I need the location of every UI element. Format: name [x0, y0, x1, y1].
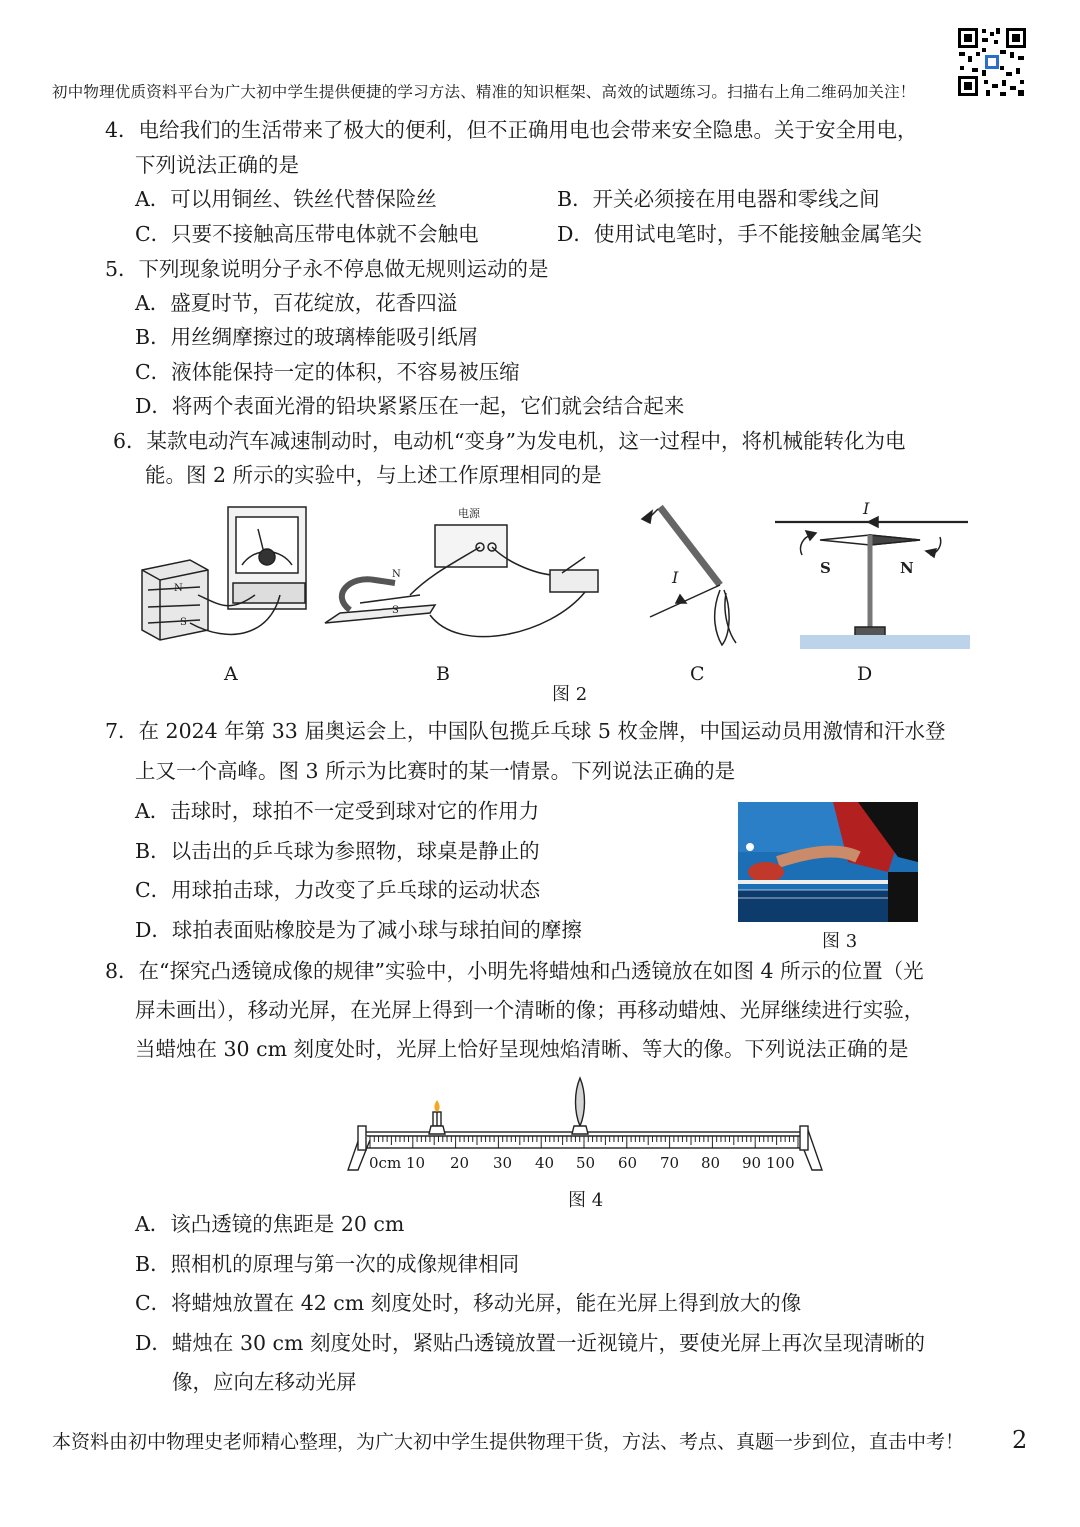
q4-option-c[interactable]: C．只要不接触高压带电体就不会触电: [135, 222, 479, 246]
ruler-label-90: 90: [742, 1154, 762, 1172]
q5-stem: 5．下列现象说明分子永不停息做无规则运动的是: [105, 257, 549, 281]
q8-stem-line2: 屏未画出），移动光屏，在光屏上得到一个清晰的像；再移动蜡烛、光屏继续进行实验，: [135, 998, 925, 1022]
fig2-b-north-label: N: [392, 569, 401, 580]
fig2-label-b: B: [436, 663, 450, 685]
fig2-a-south-label: S: [180, 617, 187, 628]
ruler-label-60: 60: [618, 1154, 638, 1172]
fig2-a-north-label: N: [174, 583, 183, 594]
figure-3-photo: [738, 802, 918, 922]
fig3-caption: 图 3: [822, 931, 858, 952]
q7-option-d[interactable]: D．球拍表面贴橡胶是为了减小球与球拍间的摩擦: [135, 918, 582, 942]
q5-option-b[interactable]: B．用丝绸摩擦过的玻璃棒能吸引纸屑: [135, 325, 479, 349]
footer-text: 本资料由初中物理史老师精心整理，为广大初中学生提供物理干货，方法、考点、真题一步到位，直击中考！: [52, 1431, 965, 1453]
fig2-label-a: A: [224, 663, 238, 685]
q4-option-b[interactable]: B．开关必须接在用电器和零线之间: [557, 187, 880, 211]
q5-option-d[interactable]: D．将两个表面光滑的铅块紧紧压在一起，它们就会结合起来: [135, 394, 685, 418]
q5-option-c[interactable]: C．液体能保持一定的体积，不容易被压缩: [135, 360, 520, 384]
q7-option-b[interactable]: B．以击出的乒乓球为参照物，球桌是静止的: [135, 839, 540, 863]
ruler-labels: [364, 1154, 824, 1174]
fig2-b-south-label: S: [392, 605, 399, 616]
q8-option-a[interactable]: A．该凸透镜的焦距是 20 cm: [135, 1212, 405, 1236]
q8-option-b[interactable]: B．照相机的原理与第一次的成像规律相同: [135, 1252, 520, 1276]
fig2-power-label: 电源: [458, 507, 480, 520]
fig2-d-current-label: I: [863, 499, 870, 518]
fig2-panel-c-drawing: [642, 507, 736, 645]
fig2-d-south-label: S: [820, 559, 831, 577]
ruler-label-10: 10: [406, 1154, 426, 1172]
ruler-label-100: 100: [766, 1154, 795, 1172]
q7-stem-line1: 7．在 2024 年第 33 届奥运会上，中国队包揽乒乓球 5 枚金牌，中国运动员用激情和汗水登: [105, 719, 946, 743]
fig2-label-c: C: [690, 663, 705, 685]
q4-stem-line1: 4．电给我们的生活带来了极大的便利，但不正确用电也会带来安全隐患。关于安全用电，: [105, 118, 918, 142]
q7-option-c[interactable]: C．用球拍击球，力改变了乒乓球的运动状态: [135, 878, 541, 902]
fig2-label-d: D: [857, 663, 873, 685]
q8-stem-line1: 8．在“探究凸透镜成像的规律”实验中，小明先将蜡烛和凸透镜放在如图 4 所示的位置（光: [105, 959, 924, 983]
ruler-label-20: 20: [450, 1154, 470, 1172]
q8-option-c[interactable]: C．将蜡烛放置在 42 cm 刻度处时，移动光屏，能在光屏上得到放大的像: [135, 1291, 802, 1315]
ruler-label-0: 0cm: [369, 1154, 402, 1172]
ruler-label-30: 30: [493, 1154, 513, 1172]
q5-option-a[interactable]: A．盛夏时节，百花绽放，花香四溢: [135, 291, 458, 315]
ruler-label-50: 50: [576, 1154, 596, 1172]
q8-option-d-continued: 像，应向左移动光屏: [172, 1370, 357, 1394]
figure-2: [130, 495, 980, 665]
top-banner: 初中物理优质资料平台为广大初中学生提供便捷的学习方法、精准的知识框架、高效的试题练习。扫描右上角二维码加关注！: [52, 83, 916, 101]
q7-stem-line2: 上又一个高峰。图 3 所示为比赛时的某一情景。下列说法正确的是: [135, 759, 736, 783]
q8-stem-line3: 当蜡烛在 30 cm 刻度处时，光屏上恰好呈现烛焰清晰、等大的像。下列说法正确的是: [135, 1037, 909, 1061]
q4-option-a[interactable]: A．可以用铜丝、铁丝代替保险丝: [135, 187, 437, 211]
q4-option-d[interactable]: D．使用试电笔时，手不能接触金属笔尖: [557, 222, 922, 246]
q8-option-d[interactable]: D．蜡烛在 30 cm 刻度处时，紧贴凸透镜放置一近视镜片，要使光屏上再次呈现清晰的: [135, 1331, 925, 1355]
fig2-panel-d-drawing: [775, 517, 970, 649]
page-number: 2: [1012, 1426, 1028, 1454]
q6-stem-line1: 6．某款电动汽车减速制动时，电动机“变身”为发电机，这一过程中，将机械能转化为电: [113, 429, 906, 453]
ruler-label-80: 80: [701, 1154, 721, 1172]
fig2-panel-b-drawing: [325, 525, 598, 637]
fig2-d-north-label: N: [900, 559, 914, 577]
q6-stem-line2: 能。图 2 所示的实验中，与上述工作原理相同的是: [145, 463, 602, 487]
fig4-caption: 图 4: [568, 1190, 604, 1211]
fig2-caption: 图 2: [552, 684, 588, 705]
fig2-panel-a-drawing: [142, 507, 306, 640]
ruler-label-70: 70: [660, 1154, 680, 1172]
ruler-label-40: 40: [535, 1154, 555, 1172]
fig2-c-current-label: I: [672, 568, 679, 587]
qr-code-icon[interactable]: [956, 26, 1028, 98]
q4-stem-line2: 下列说法正确的是: [135, 153, 299, 177]
q7-option-a[interactable]: A．击球时，球拍不一定受到球对它的作用力: [135, 799, 540, 823]
